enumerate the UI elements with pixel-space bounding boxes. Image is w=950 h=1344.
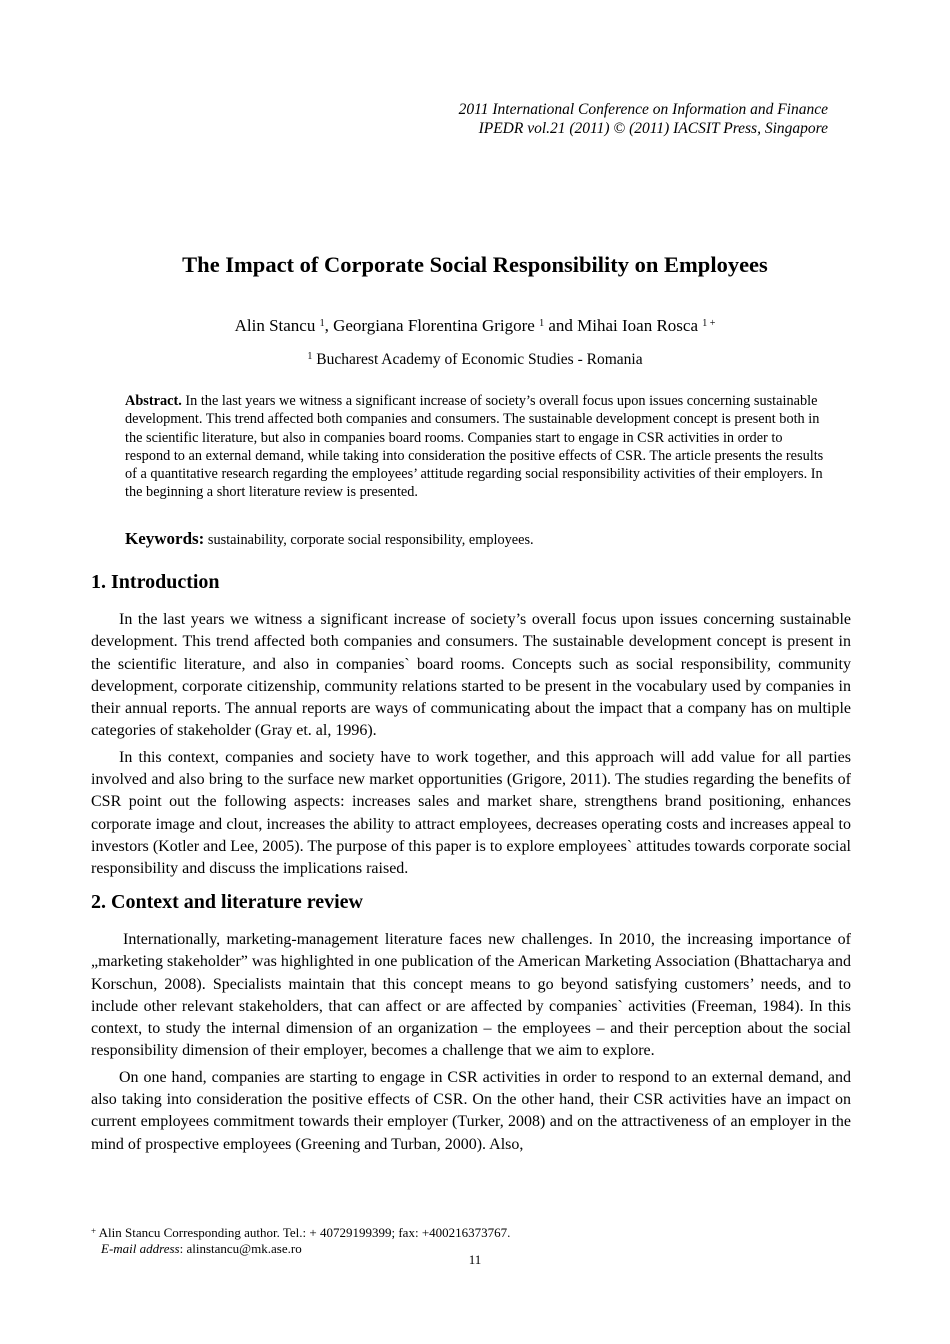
footnote-author [91, 1223, 510, 1241]
email-value: : alinstancu@mk.ase.ro [179, 1241, 302, 1256]
affiliation-text: Bucharest Academy of Economic Studies - Romania [312, 351, 643, 368]
section-context [91, 929, 851, 1160]
affiliation-marker: 1 + [702, 318, 716, 329]
abstract [125, 392, 830, 502]
keywords-label: Keywords: [125, 529, 205, 548]
section-introduction [91, 609, 851, 885]
keywords [125, 529, 830, 549]
affiliation [0, 351, 950, 369]
paper-title: The Impact of Corporate Social Responsibility on Employees [182, 252, 768, 277]
section-heading-context: 2. Context and literature review [91, 891, 363, 913]
paragraph: On one hand, companies are starting to engage in CSR activities in order to respond to an external demand, and also taking into consideration the positive effects of CSR. On the other hand, their CSR activities have an impact on current employees commitment towards their employer (Turker, 2008) and on the attractiveness of an employer in the mind of prospective employees (Greening and Turban, 2000). Also, [91, 1068, 851, 1153]
keywords-text: sustainability, corporate social responsibility, employees. [204, 532, 534, 548]
affiliation-marker: 1 [307, 351, 313, 362]
paragraph: In the last years we witness a significant increase of society’s overall focus upon issues concerning sustainable development. This trend affected both companies and consumers. The sustainable development concept is present in the scientific literature, and also in companies` board rooms. Concepts such as social responsibility, community development, corporate citizenship, community relations started to be present in the vocabulary used by companies in their annual reports. The annual reports are ways of communicating about the impact that a company has on multiple categories of stakeholder (Gray et. al, 1996). [91, 611, 851, 740]
affiliation-marker: 1 [539, 318, 545, 329]
abstract-text: In the last years we witness a significant increase of society’s overall focus upon issues concerning sustainable development. This trend affected both companies and consumers. The sustainable development concept is present both in the scientific literature, but also in companies board rooms. Companies start to engage in CSR activities in order to respond to an external demand, while taking into consideration the positive effects of CSR. The article presents the results of a quantitative research regarding the employees’ attitude regarding social responsibility activities of their employers. In the beginning a short literature review is presented. [125, 393, 824, 501]
email-label: E-mail address [101, 1241, 180, 1256]
footnote-contact: Alin Stancu Corresponding author. Tel.: + 40729199399; fax: +400216373767. [96, 1225, 511, 1240]
author-rosca: and Mihai Ioan Rosca [544, 316, 703, 335]
paragraph: Internationally, marketing-management literature faces new challenges. In 2010, the increasing importance of „marketing stakeholder” was highlighted in one publication of the American Marketing Association (Bhattacharya and Korschun, 2008). Specialists maintain that this concept means to go beyond satisfying customers’ needs, and to include other relevant stakeholders, that can affect or are affected by companies` activities (Freeman, 1984). In this context, to study the internal dimension of an organization – the employees – and their perception about the social responsibility dimension of their employer, becomes a challenge that we aim to explore. [91, 931, 851, 1060]
author-grigore: , Georgiana Florentina Grigore [324, 316, 540, 335]
page-number: 11 [468, 1252, 482, 1267]
running-header [459, 100, 828, 138]
section-heading-introduction: 1. Introduction [91, 571, 220, 593]
author-list [0, 316, 950, 336]
proceedings-line: IPEDR vol.21 (2011) © (2011) IACSIT Press, Singapore [478, 120, 828, 137]
paragraph: In this context, companies and society have to work together, and this approach will add value for all parties involved and also bring to the surface new market opportunities (Grigore, 2011). The studies regarding the benefits of CSR point out the following aspects: increases sales and market share, strengthens brand positioning, enhances corporate image and clout, increases the ability to attract employees, decreases operating costs and increases appeal to investors (Kotler and Lee, 2005). The purpose of this paper is to explore employees` attitudes towards corporate social responsibility and discuss the implications raised. [91, 748, 851, 878]
author-stancu: Alin Stancu [234, 316, 320, 335]
footnote-marker: + [91, 1226, 97, 1236]
abstract-label: Abstract. [125, 393, 182, 409]
conference-line: 2011 International Conference on Information and Finance [458, 101, 828, 118]
affiliation-marker: 1 [319, 318, 325, 329]
